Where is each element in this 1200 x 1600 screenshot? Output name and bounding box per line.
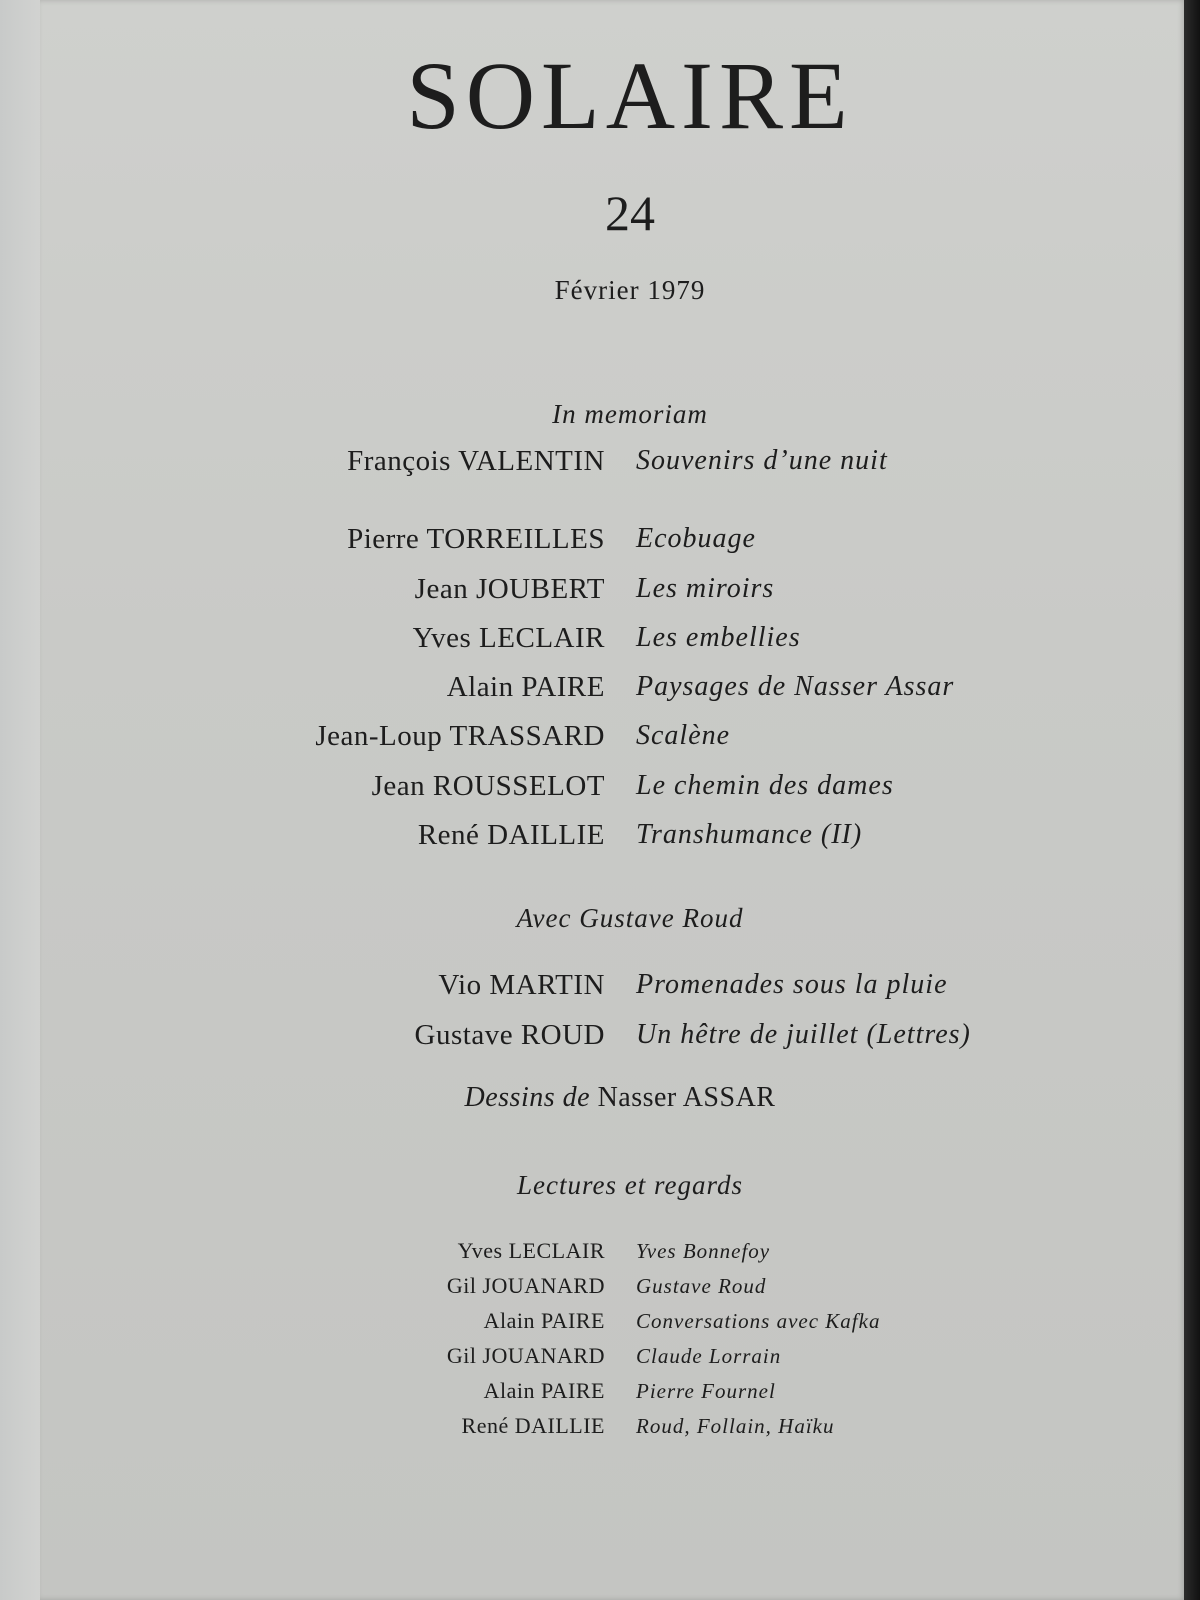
entry-author: Jean JOUBERT	[414, 573, 605, 605]
entry-author: Vio MARTIN	[438, 969, 605, 1001]
toc-entry	[0, 719, 1200, 753]
drawings-artist: Nasser ASSAR	[597, 1082, 776, 1113]
entry-title: Souvenirs d’une nuit	[636, 445, 888, 476]
entry-author: Alain PAIRE	[446, 671, 605, 703]
entry-title: Roud, Follain, Haïku	[636, 1414, 835, 1438]
entry-title: Le chemin des dames	[636, 770, 894, 801]
toc-entry	[0, 621, 1200, 655]
issue-date: Février 1979	[554, 275, 706, 305]
lectures-heading: Lectures et regards	[517, 1170, 743, 1200]
entry-title: Gustave Roud	[636, 1274, 767, 1298]
entry-author: Jean-Loup TRASSARD	[315, 720, 605, 752]
entry-author: Jean ROUSSELOT	[371, 770, 605, 802]
entry-title: Les miroirs	[636, 573, 775, 604]
entry-title: Promenades sous la pluie	[636, 969, 948, 1000]
toc-entry	[0, 1307, 1200, 1335]
issue-number: 24	[605, 185, 655, 241]
toc-entry	[0, 670, 1200, 704]
entry-title: Un hêtre de juillet (Lettres)	[636, 1019, 971, 1050]
entry-author: Gustave ROUD	[414, 1019, 605, 1051]
drawings-credit	[0, 1084, 1200, 1112]
entry-title: Les embellies	[636, 622, 801, 653]
toc-entry	[0, 1377, 1200, 1405]
toc-entry	[0, 818, 1200, 852]
entry-title: Claude Lorrain	[636, 1344, 782, 1368]
entry-author: Yves LECLAIR	[457, 1238, 605, 1263]
drawings-prefix: Dessins de	[464, 1082, 591, 1113]
toc-entry	[0, 1272, 1200, 1300]
entry-title: Scalène	[636, 720, 731, 751]
toc-entry	[0, 1412, 1200, 1440]
entry-title: Yves Bonnefoy	[636, 1239, 771, 1263]
entry-author: François VALENTIN	[347, 445, 605, 477]
entry-title: Transhumance (II)	[636, 819, 863, 850]
entry-author: Alain PAIRE	[483, 1378, 605, 1403]
entry-title: Pierre Fournel	[636, 1379, 776, 1403]
toc-entry	[0, 1018, 1200, 1052]
entry-author: René DAILLIE	[417, 819, 605, 851]
toc-entry	[0, 444, 1200, 478]
entry-title: Paysages de Nasser Assar	[636, 671, 955, 702]
entry-author: Alain PAIRE	[483, 1308, 605, 1333]
toc-entry	[0, 968, 1200, 1002]
toc-entry	[0, 1237, 1200, 1265]
magazine-title: SOLAIRE	[406, 42, 854, 149]
entry-author: Yves LECLAIR	[412, 622, 605, 654]
memoriam-heading: In memoriam	[552, 399, 708, 429]
roud-heading: Avec Gustave Roud	[516, 903, 744, 933]
entry-author: Gil JOUANARD	[446, 1343, 605, 1368]
entry-title: Ecobuage	[636, 523, 756, 554]
entry-author: René DAILLIE	[461, 1413, 605, 1438]
entry-author: Gil JOUANARD	[446, 1273, 605, 1298]
toc-entry	[0, 1342, 1200, 1370]
entry-title: Conversations avec Kafka	[636, 1309, 881, 1333]
toc-entry	[0, 572, 1200, 606]
toc-entry	[0, 769, 1200, 803]
entry-author: Pierre TORREILLES	[347, 523, 605, 555]
toc-entry	[0, 522, 1200, 556]
